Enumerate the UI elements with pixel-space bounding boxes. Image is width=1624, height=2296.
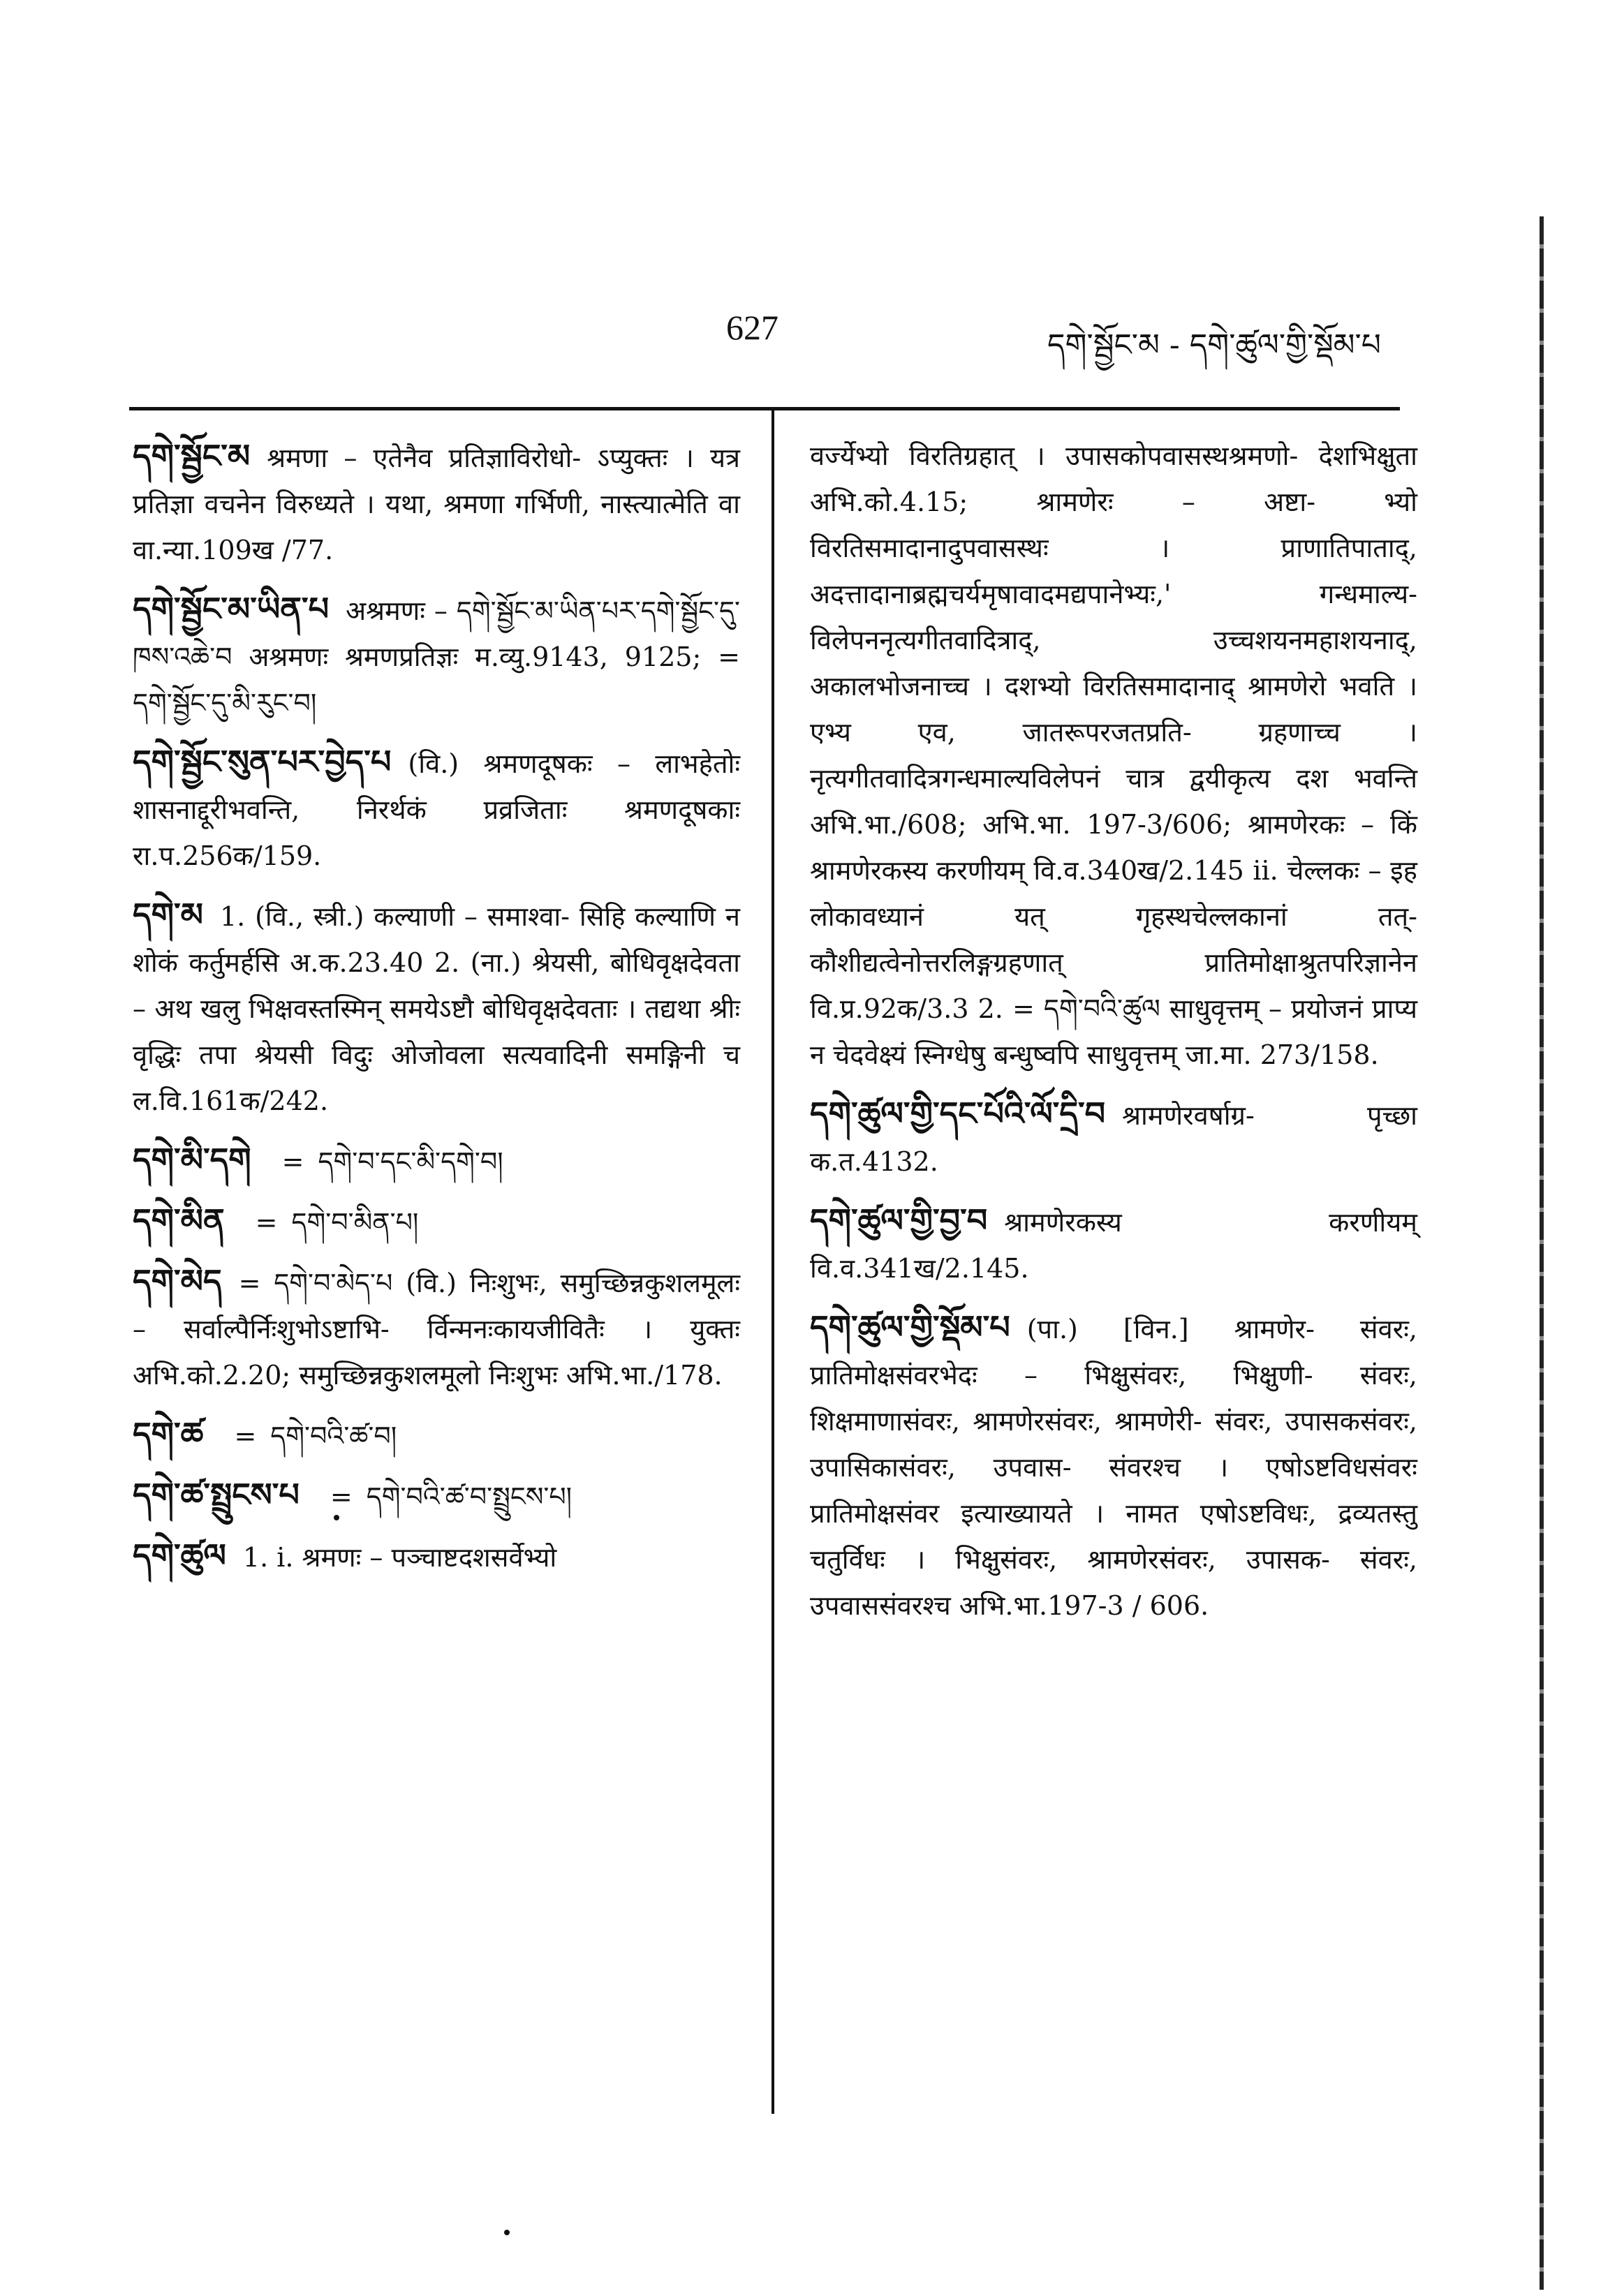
headword: དགེ་སྦྱོང་སུན་པར་བྱེད་པ xyxy=(133,743,392,780)
entry-definition: श्रामणेरवर्षाग्र- पृच्छा क.त.4132. xyxy=(810,1100,1417,1177)
dictionary-entry xyxy=(133,1472,740,1520)
scan-edge-line xyxy=(1540,216,1544,2290)
entry-definition: དགེ་བའི་ཚ་བ། xyxy=(270,1421,397,1451)
right-column xyxy=(810,433,1417,1641)
dictionary-entry xyxy=(133,891,740,1124)
headword: དགེ་ཚུལ་གྱི་སྡོམ་པ xyxy=(810,1308,1010,1346)
equals-sign: = xyxy=(330,1481,353,1512)
headword: དགེ་མ xyxy=(133,896,203,933)
scan-speck xyxy=(334,1515,339,1520)
dictionary-entry-continued xyxy=(810,433,1417,1078)
column-divider xyxy=(772,410,774,2114)
dictionary-entry xyxy=(133,1532,740,1580)
dictionary-entry xyxy=(133,1411,740,1459)
equals-sign: = xyxy=(255,1207,278,1238)
entry-definition: वर्ज्येभ्यो विरतिग्रहात् । उपासकोपवासस्थश्रमणो- देशभिक्षुता अभि.को.4.15; श्रामणेरः – अष्टा- भ्यो विरतिसमादानादुपवासस्थः । प्राणातिपाताद्, अदत्तादानाब्रह्मचर्यमृषावादमद्यपानेभ्यः,' गन्धमाल्य- विलेपननृत्यगीतवादित्राद्, उच्चशयनमहाशयनाद्, अकालभोजनाच्च । दशभ्यो विरतिसमादानाद् श्रामणेरो भवति । एभ्य एव, जातरूपरजतप्रति- ग्रहणाच्च । नृत्यगीतवादित्रगन्धमाल्यविलेपनं चात्र द्वयीकृत्य दश भवन्ति अभि.भा./608; अभि.भा. 197-3/606; श्रामणेरकः – किं श्रामणेरकस्य करणीयम् वि.व.340ख/2.145 ii. चेल्लकः – इह लोकावध्यानं यत् गृहस्थचेल्लकानां तत्- कौशीद्यत्वेनोत्तरलिङ्गग्रहणात् प्रातिमोक्षाश्रुतपरिज्ञानेन वि.प्र.92क/3.3 2. = དགེ་བའི་ཚུལ साधुवृत्तम् – प्रयोजनं प्राप्य न चेदवेक्ष्यं स्निग्धेषु बन्धुष्वपि साधुवृत्तम् जा.मा. 273/158. xyxy=(810,440,1417,1070)
headword: དགེ་སྦྱོང་མ་ཡིན་པ xyxy=(133,590,330,628)
headword: དགེ་མེད xyxy=(133,1262,222,1300)
entry-definition: (वि.) श्रमणदूषकः – लाभहेतोः शासनाद्दूरीभवन्ति, निरर्थकं प्रव्रजिताः श्रमणदूषकाः रा.प.256क/159. xyxy=(133,748,740,871)
dictionary-entry xyxy=(133,739,740,879)
entry-definition: 1. (वि., स्त्री.) कल्याणी – समाश्वा- सिहि कल्याणि न शोकं कर्तुमर्हसि अ.क.23.40 2. (ना.) श्रेयसी, बोधिवृक्षदेवता – अथ खलु भिक्षवस्तस्मिन् समयेऽष्टौ बोधिवृक्षदेवताः । तद्यथा श्रीः वृद्धिः तपा श्रेयसी विदुः ओजोवला सत्यवादिनी समङ्गिनी च ल.वि.161क/242. xyxy=(133,901,740,1116)
dictionary-entry xyxy=(810,1090,1417,1185)
dictionary-entry xyxy=(133,433,740,573)
headword: དགེ་ཚུལ xyxy=(133,1536,226,1574)
dictionary-entry xyxy=(133,586,740,726)
left-column xyxy=(133,433,740,1593)
entry-definition: 1. i. श्रमणः – पञ्चाष्टदशसर्वेभ्यो xyxy=(242,1542,557,1573)
entry-definition: अश्रमणः – དགེ་སྦྱོང་མ་ཡིན་པར་དགེ་སྦྱོང་དུ་ཁས་འཆེ་བ अश्रमणः श्रमणप्रतिज्ञः म.व्यु.9143, 9125; = དགེ་སྦྱོང་དུ་མི་རུང་བ། xyxy=(133,595,740,718)
headword: དགེ་ཚ་སྤྲུངས་པ xyxy=(133,1476,300,1513)
headword: དགེ་ཚ xyxy=(133,1415,204,1453)
dictionary-entry xyxy=(133,1197,740,1245)
entry-definition: श्रमणा – एतेनैव प्रतिज्ञाविरोधो- ऽप्युक्तः । यत्र प्रतिज्ञा वचनेन विरुध्यते । यथा, श्रमणा गर्भिणी, नास्त्यात्मेति वा वा.न्या.109ख /77. xyxy=(133,443,740,565)
scan-speck xyxy=(504,2230,510,2235)
entry-definition: དགེ་བའི་ཚ་བ་སྤྲུངས་པ། xyxy=(366,1481,573,1512)
equals-sign: = xyxy=(281,1146,304,1177)
equals-sign: = xyxy=(234,1421,257,1451)
entry-definition: = དགེ་བ་མེད་པ (वि.) निःशुभः, समुच्छिन्नकुशलमूलः – सर्वाल्पैर्निःशुभोऽष्टाभि- र्विन्मनःकायजीवितैः । युक्तः अभि.को.2.20; समुच्छिन्नकुशलमूलो निःशुभः अभि.भा./178. xyxy=(133,1268,740,1391)
dictionary-entry xyxy=(133,1136,740,1185)
entry-definition: དགེ་བ་མིན་པ། xyxy=(291,1207,419,1238)
headword: དགེ་ཚུལ་གྱི་དང་པོའི་ལོ་དྲི་བ xyxy=(810,1095,1106,1132)
entry-definition: (पा.) [विन.] श्रामणेर- संवरः, प्रातिमोक्षसंवरभेदः – भिक्षुसंवरः, भिक्षुणी- संवरः, शिक्षमाणासंवरः, श्रामणेरसंवरः, श्रामणेरी- संवरः, उपासकसंवरः, उपासिकासंवरः, उपवास- संवरश्च । एषोऽष्टविधसंवरः प्रातिमोक्षसंवर इत्याख्यायते । नामत एषोऽष्टविधः, द्रव्यतस्तु चतुर्विधः । भिक्षुसंवरः, श्रामणेरसंवरः, उपासक- संवरः, उपवाससंवरश्च अभि.भा.197-3 / 606. xyxy=(810,1314,1417,1621)
headword: དགེ་སྦྱོང་མ xyxy=(133,437,251,475)
running-head: དགེ་སྦྱོང་མ - དགེ་ཚུལ་གྱི་སྡོམ་པ xyxy=(1047,327,1381,363)
dictionary-entry xyxy=(810,1304,1417,1629)
dictionary-entry xyxy=(810,1197,1417,1291)
headword: དགེ་མི་དགེ xyxy=(133,1141,251,1178)
headword: དགེ་མིན xyxy=(133,1201,225,1239)
headword: དགེ་ཚུལ་གྱི་བྱ་བ xyxy=(810,1201,988,1239)
dictionary-entry xyxy=(133,1258,740,1398)
entry-definition: श्रामणेरकस्य करणीयम् वि.व.341ख/2.145. xyxy=(810,1207,1417,1284)
page-number: 627 xyxy=(726,308,778,347)
header-rule xyxy=(129,407,1400,410)
entry-definition: དགེ་བ་དང་མི་དགེ་བ། xyxy=(318,1146,503,1177)
